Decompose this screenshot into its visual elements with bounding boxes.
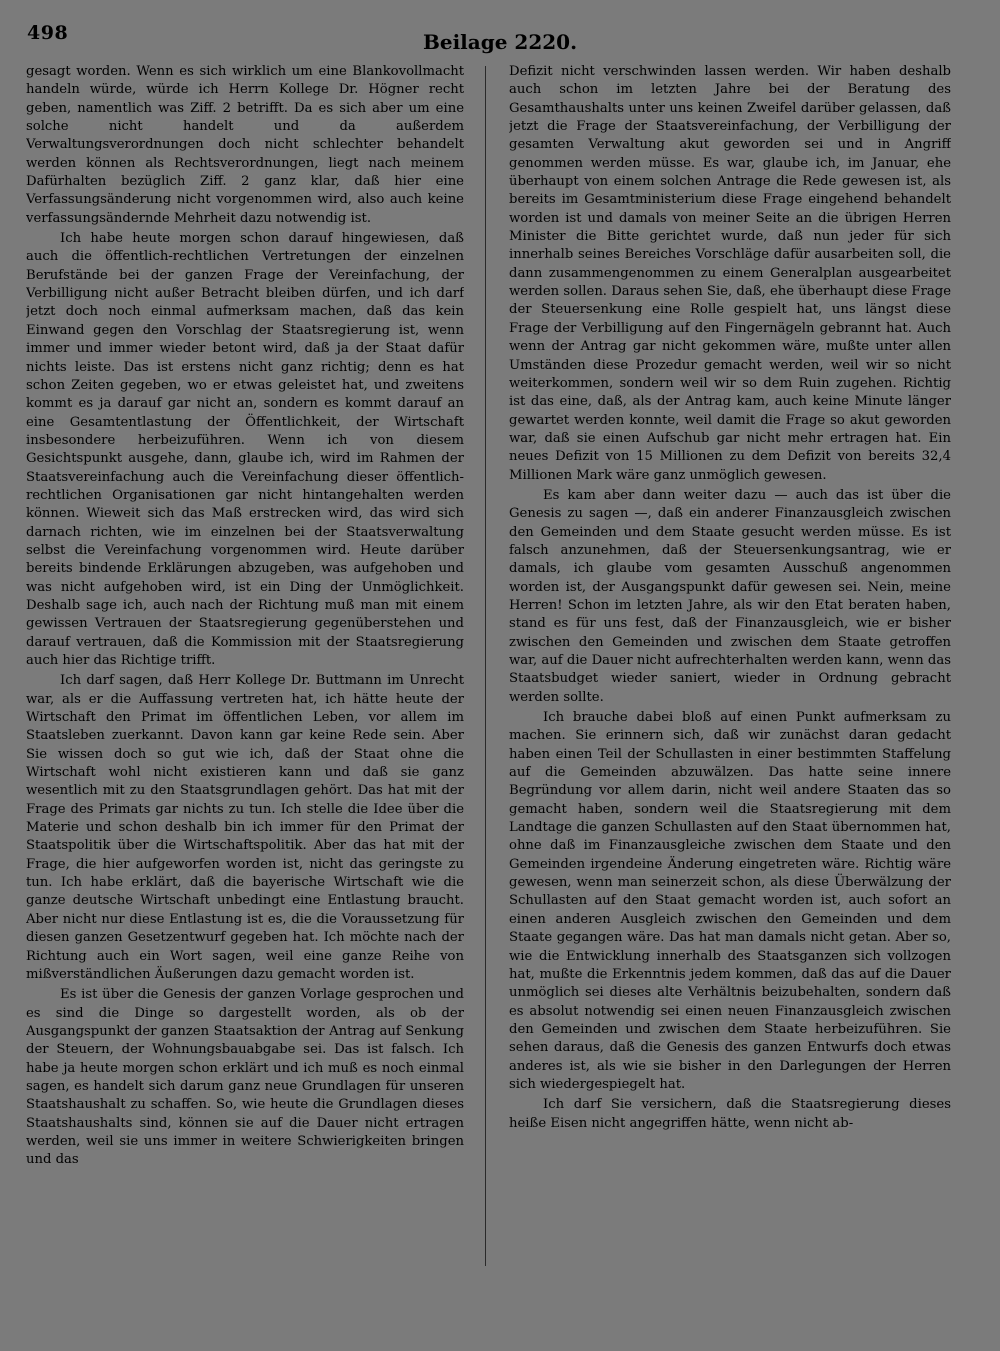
paragraph: Es kam aber dann weiter dazu — auch das ist über die Genesis zu sagen —, daß ein anderer Finanzausgleich zwischen den Gemeinden und dem Staate gesucht werden müsse. Es ist falsch anzunehmen, daß der Steuersenkungsantrag, wie er damals, ich glaube vom gesamten Ausschuß angenommen worden ist, der Ausgangspunkt dafür gewesen sei. Nein, meine Herren! Schon im letzten Jahre, als wir den Etat beraten haben, stand es für uns fest, daß der Finanzausgleich, wie er bisher zwischen den Gemeinden und zwischen dem Staate getroffen war, auf die Dauer nicht aufrechterhalten werden kann, wenn das Staatsbudget wieder saniert, wieder in Ordnung gebracht werden sollte.: [509, 487, 951, 705]
left-column: [26, 63, 464, 1273]
running-head: Beilage 2220.: [422, 30, 578, 54]
paragraph: gesagt worden. Wenn es sich wirklich um eine Blankovollmacht handeln würde, würde ich Herrn Kollege Dr. Högner recht geben, namentlich was Ziff. 2 betrifft. Da es sich aber um eine solche nicht handelt und da außerdem Verwaltungsverordnungen doch nicht schlechter behandelt werden können als Rechtsverordnungen, liegt nach meinem Dafürhalten bezüglich Ziff. 2 ganz klar, daß hier eine Verfassungsänderung nicht vorgenommen wird, also auch keine verfassungsändernde Mehrheit dazu notwendig ist.: [26, 64, 464, 226]
page-number: 498: [27, 22, 69, 44]
paragraph: Ich darf sagen, daß Herr Kollege Dr. Buttmann im Unrecht war, als er die Auffassung vertreten hat, ich hätte heute der Wirtschaft den Primat im öffentlichen Leben, vor allem im Staatsleben zuerkannt. Davon kann gar keine Rede sein. Aber Sie wissen doch so gut wie ich, daß der Staat ohne die Wirtschaft wohl nicht existieren kann und daß sie ganz wesentlich mit zu den Staatsgrundlagen gehört. Das hat mit der Frage des Primats gar nichts zu tun. Ich stelle die Idee über die Materie und schon deshalb bin ich immer für den Primat der Staatspolitik über die Wirtschaftspolitik. Aber das hat mit der Frage, die hier aufgeworfen worden ist, nicht das geringste zu tun. Ich habe erklärt, daß die bayerische Wirtschaft wie die ganze deutsche Wirtschaft unbedingt eine Entlastung braucht. Aber nicht nur diese Entlastung ist es, die die Voraussetzung für diesen ganzen Gesetzentwurf gegeben hat. Ich möchte nach der Richtung auch ein Wort sagen, weil eine ganze Reihe von mißverständlichen Äußerungen dazu gemacht worden ist.: [26, 673, 464, 982]
right-column: [509, 63, 951, 1273]
paragraph: Defizit nicht verschwinden lassen werden. Wir haben deshalb auch schon im letzten Jahre bei der Beratung des Gesamthaushalts unter uns keinen Zweifel darüber gelassen, daß jetzt die Frage der Staatsvereinfachung, der Verbilligung der gesamten Verwaltung akut geworden sei und in Angriff genommen werden müsse. Es war, glaube ich, im Januar, ehe überhaupt von einem solchen Antrage die Rede gewesen ist, als bereits im Gesamtministerium diese Frage eingehend behandelt worden ist und damals von meiner Seite an die übrigen Herren Minister die Bitte gerichtet wurde, daß nun jeder für sich innerhalb seines Bereiches Vorschläge dafür ausarbeiten soll, die dann zusammengenommen zu einem Generalplan ausgearbeitet werden sollen. Daraus sehen Sie, daß, ehe überhaupt diese Frage der Steuersenkung eine Rolle gespielt hat, uns längst diese Frage der Verbilligung auf den Fingernägeln gebrannt hat. Auch wenn der Antrag gar nicht gekommen wäre, mußte unter allen Umständen diese Prozedur gemacht werden, weil wir so nicht weiterkommen, sondern weil wir so dem Ruin zugehen. Richtig ist das eine, daß, als der Antrag kam, auch keine Minute länger gewartet werden konnte, weil damit die Frage so akut geworden war, daß sie einen Aufschub gar nicht mehr ertragen hat. Ein neues Defizit von 15 Millionen zu dem Defizit von bereits 32,4 Millionen Mark wäre ganz unmöglich gewesen.: [509, 64, 951, 483]
paragraph: Es ist über die Genesis der ganzen Vorlage gesprochen und es sind die Dinge so dargestellt worden, als ob der Ausgangspunkt der ganzen Staatsaktion der Antrag auf Senkung der Steuern, der Wohnungsbauabgabe sei. Das ist falsch. Ich habe ja heute morgen schon erklärt und ich muß es noch einmal sagen, es handelt sich darum ganz neue Grundlagen für unseren Staatshaushalt zu schaffen. So, wie heute die Grundlagen dieses Staatshaushalts sind, können sie auf die Dauer nicht ertragen werden, weil sie uns immer in weitere Schwierigkeiten bringen und das: [26, 987, 464, 1168]
paragraph: Ich habe heute morgen schon darauf hingewiesen, daß auch die öffentlich-rechtlichen Vertretungen der einzelnen Berufstände bei der ganzen Frage der Vereinfachung, der Verbilligung nicht außer Betracht bleiben dürfen, und ich darf jetzt doch noch einmal aufmerksam machen, daß das kein Einwand gegen den Vorschlag der Staatsregierung ist, wenn immer und immer wieder betont wird, daß ja der Staat dafür nichts leiste. Das ist erstens nicht ganz richtig; denn es hat schon Zeiten gegeben, wo er etwas geleistet hat, und zweitens kommt es ja darauf gar nicht an, sondern es kommt darauf an eine Gesamtentlastung der Öffentlichkeit, der Wirtschaft insbesondere herbeizuführen. Wenn ich von diesem Gesichtspunkt ausgehe, dann, glaube ich, wird im Rahmen der Staatsvereinfachung auch die Vereinfachung dieser öffentlich-rechtlichen Organisationen gar nicht hintangehalten werden können. Wieweit sich das Maß erstrecken wird, das wird sich darnach richten, wie im einzelnen bei der Staatsverwaltung selbst die Vereinfachung vorgenommen wird. Heute darüber bereits bindende Erklärungen abzugeben, was aufgehoben und was nicht aufgehoben wird, ist ein Ding der Unmöglichkeit. Deshalb sage ich, auch nach der Richtung muß man mit einem gewissen Vertrauen der Staatsregierung gegenüberstehen und darauf vertrauen, daß die Kommission mit der Staatsregierung auch hier das Richtige trifft.: [26, 231, 464, 668]
paragraph: Ich brauche dabei bloß auf einen Punkt aufmerksam zu machen. Sie erinnern sich, daß wir zunächst daran gedacht haben einen Teil der Schullasten in einer bestimmten Staffelung auf die Gemeinden abzuwälzen. Das hatte seine innere Begründung vor allem darin, nicht weil andere Staaten das so gemacht haben, sondern weil die Staatsregierung mit dem Landtage die ganzen Schullasten auf den Staat übernommen hat, ohne daß im Finanzausgleiche zwischen dem Staate und den Gemeinden irgendeine Änderung eingetreten wäre. Richtig wäre gewesen, wenn man seinerzeit schon, als diese Überwälzung der Schullasten auf den Staat gemacht worden ist, auch sofort an einen anderen Ausgleich zwischen den Gemeinden und dem Staate gegangen wäre. Das hat man damals nicht getan. Aber so, wie die Entwicklung innerhalb des Staatsganzen sich vollzogen hat, mußte die Erkenntnis jedem kommen, daß das auf die Dauer unmöglich sei dieses alte Verhältnis beizubehalten, sondern daß es absolut notwendig sei einen neuen Finanzausgleich zwischen den Gemeinden und zwischen dem Staate herbeizuführen. Sie sehen daraus, daß die Genesis des ganzen Entwurfs doch etwas anderes ist, als wie sie bisher in den Darlegungen der Herren sich wiedergespiegelt hat.: [509, 710, 951, 1092]
column-divider: [485, 66, 486, 1266]
paragraph: Ich darf Sie versichern, daß die Staatsregierung dieses heiße Eisen nicht angegriffen hätte, wenn nicht ab-: [509, 1097, 951, 1131]
